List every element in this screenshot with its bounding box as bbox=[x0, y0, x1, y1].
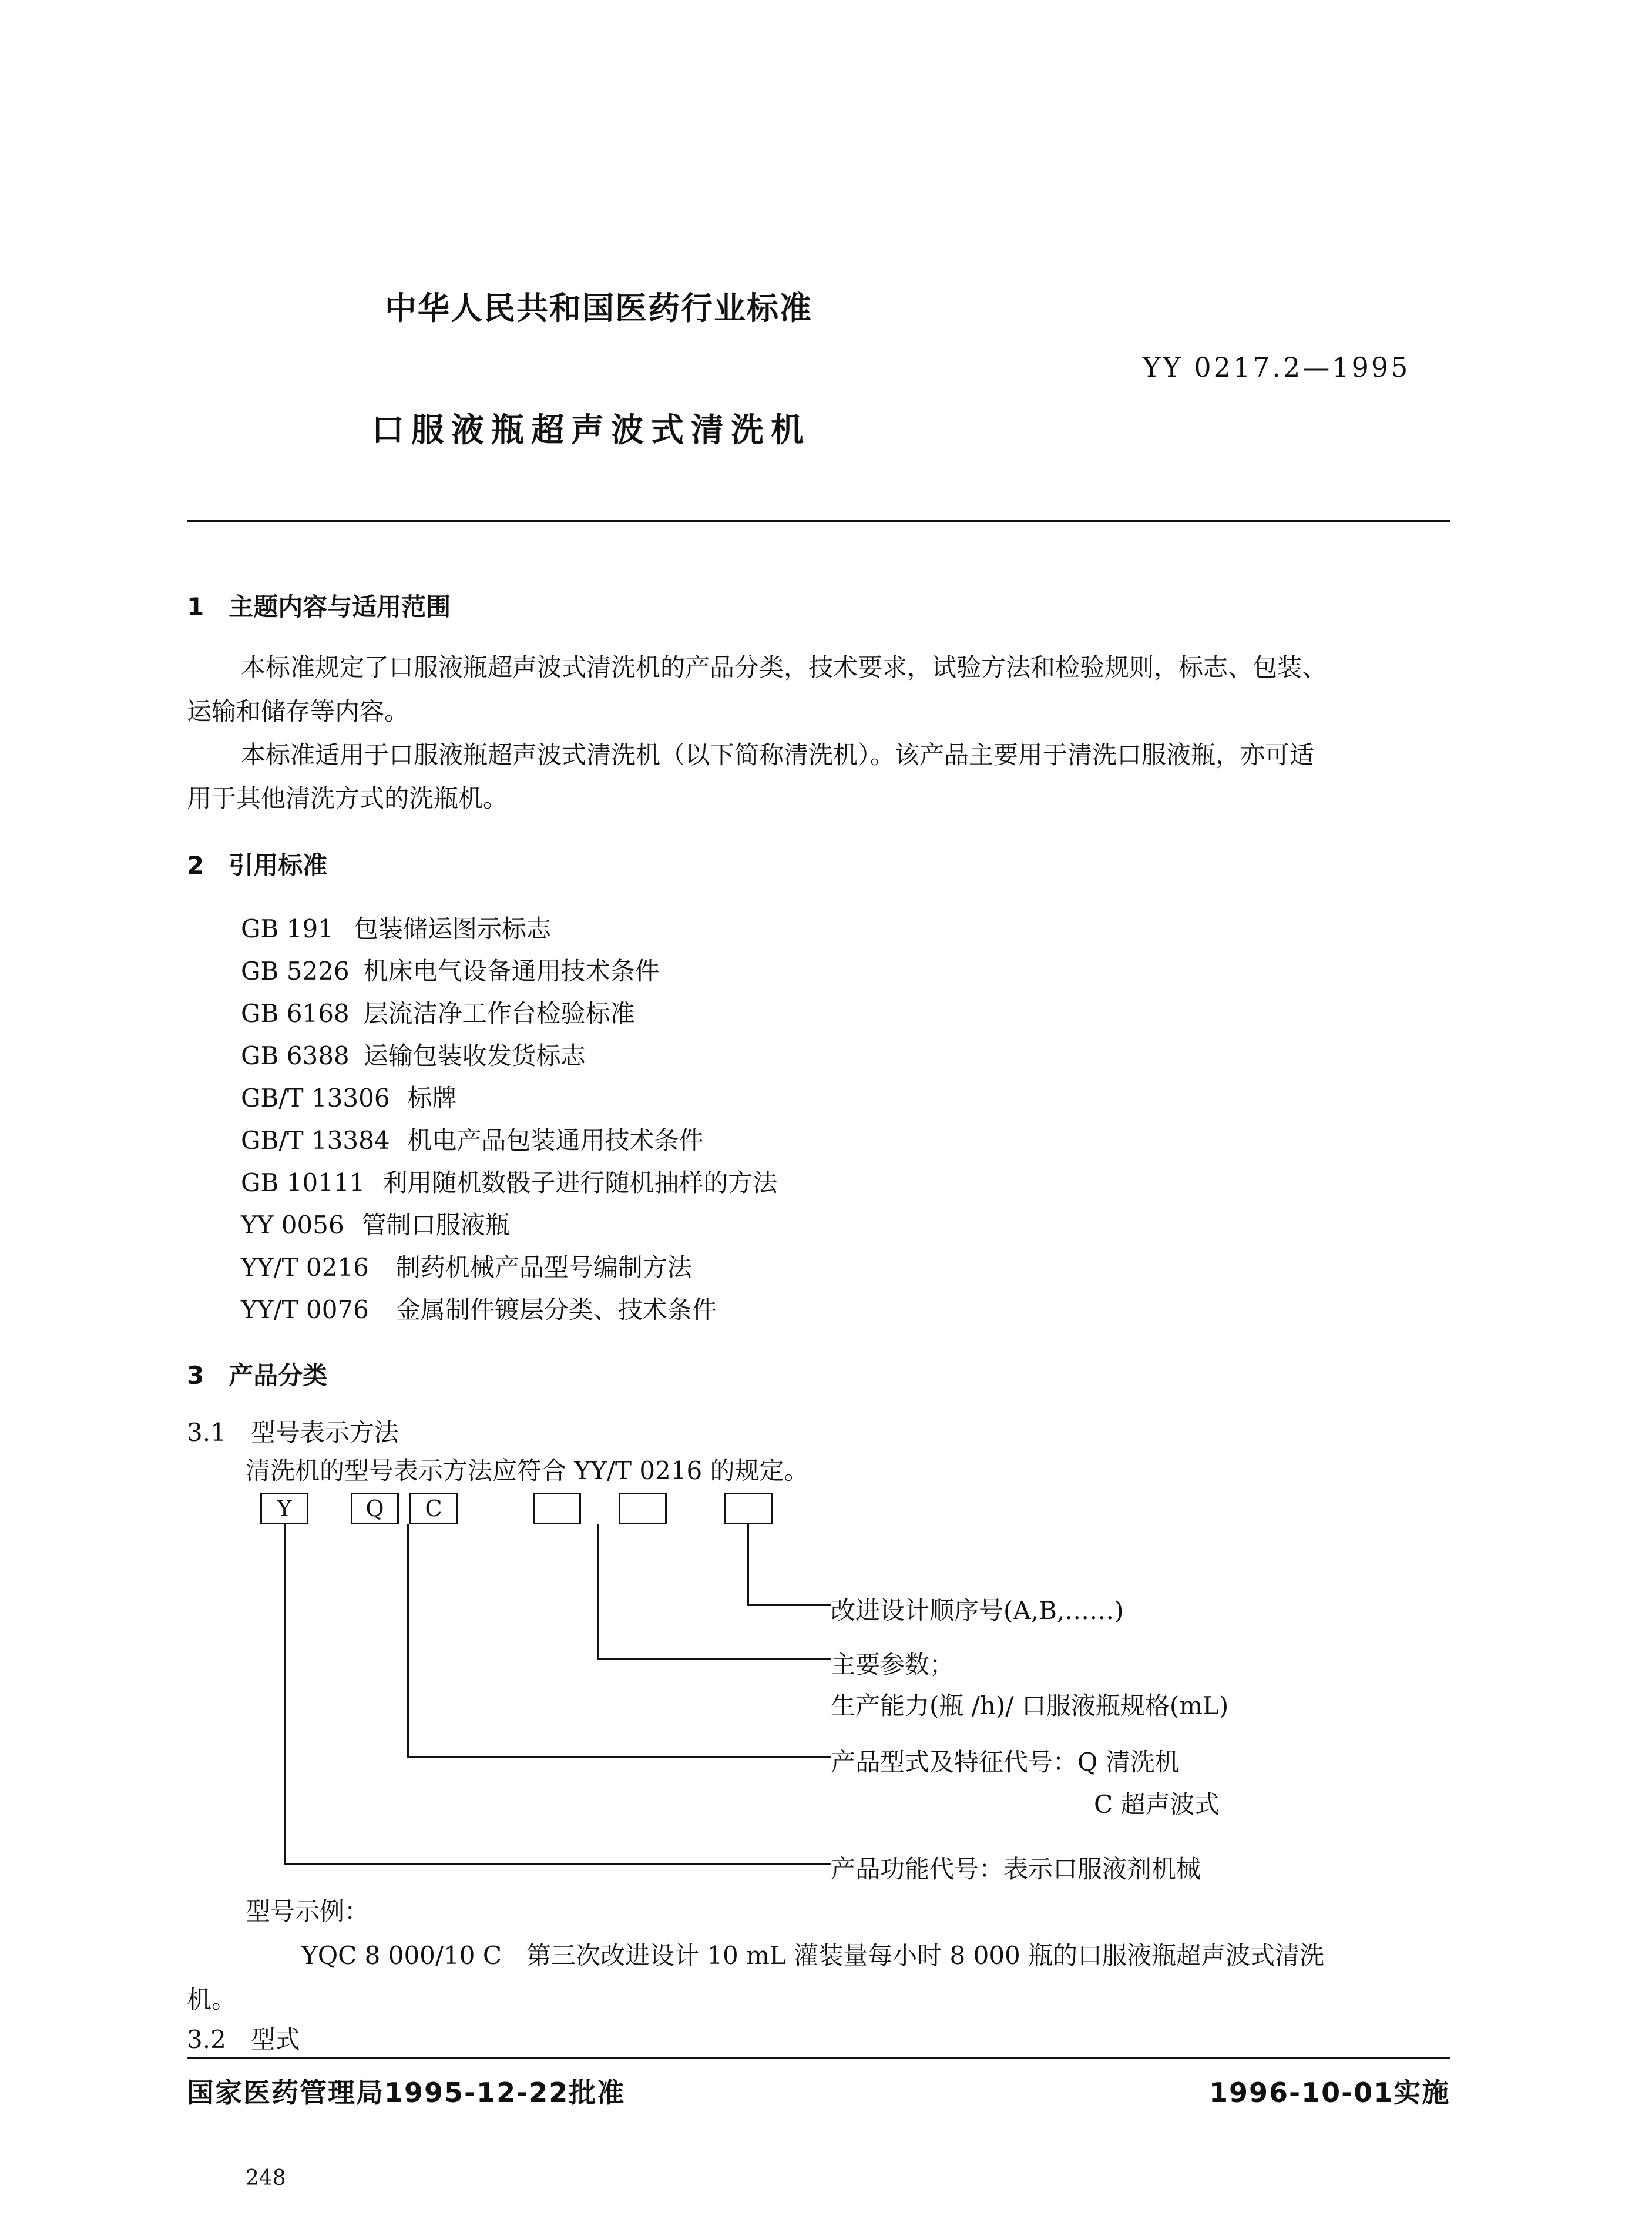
reference-code: GB 191 bbox=[241, 914, 334, 943]
label-function-code: 产品功能代号：表示口服液剂机械 bbox=[831, 1855, 1201, 1883]
section-1-para2-line2: 用于其他清洗方式的洗瓶机。 bbox=[187, 784, 508, 813]
reference-title: 标牌 bbox=[407, 1084, 457, 1112]
reference-title: 金属制件镀层分类、技术条件 bbox=[395, 1295, 717, 1324]
section-3-1-text: 清洗机的型号表示方法应符合 YY/T 0216 的规定。 bbox=[246, 1456, 809, 1485]
connector-function-h bbox=[284, 1863, 831, 1865]
page-number: 248 bbox=[246, 2166, 286, 2190]
label-capacity: 生产能力(瓶 /h)/ 口服液瓶规格(mL) bbox=[831, 1691, 1229, 1720]
code-box-param-2 bbox=[619, 1493, 667, 1524]
reference-item bbox=[241, 1206, 510, 1241]
reference-title: 层流洁净工作台检验标准 bbox=[363, 999, 635, 1028]
reference-item bbox=[241, 1037, 586, 1072]
reference-code: GB/T 13306 bbox=[241, 1084, 390, 1112]
reference-code: YY 0056 bbox=[241, 1211, 344, 1239]
label-main-param: 主要参数； bbox=[831, 1650, 955, 1679]
example-line1: YQC 8 000/10 C 第三次改进设计 10 mL 灌装量每小时 8 000 瓶的口服液瓶超声波式清洗 bbox=[301, 1941, 1325, 1970]
connector-param-v bbox=[597, 1524, 599, 1660]
section-1-para1-line2: 运输和储存等内容。 bbox=[187, 697, 409, 726]
reference-item bbox=[241, 1121, 704, 1156]
reference-code: GB 10111 bbox=[241, 1168, 365, 1197]
reference-item bbox=[241, 994, 635, 1030]
code-box-design-seq bbox=[724, 1493, 773, 1524]
reference-code: GB 5226 bbox=[241, 957, 350, 985]
connector-type-h bbox=[407, 1756, 831, 1758]
reference-title: 制药机械产品型号编制方法 bbox=[395, 1253, 692, 1282]
reference-item bbox=[241, 1290, 717, 1326]
code-box-q: Q bbox=[351, 1493, 399, 1524]
label-type-code-c: C 超声波式 bbox=[1094, 1790, 1220, 1819]
reference-item bbox=[241, 1164, 777, 1199]
footer-divider bbox=[187, 2057, 1450, 2059]
section-2-heading: 2 引用标准 bbox=[187, 851, 328, 880]
connector-param-h bbox=[597, 1658, 831, 1660]
org-title: 中华人民共和国医药行业标准 bbox=[385, 290, 812, 327]
reference-code: YY/T 0076 bbox=[241, 1295, 369, 1324]
reference-item bbox=[241, 1079, 457, 1114]
reference-code: YY/T 0216 bbox=[241, 1253, 369, 1282]
approval-text: 国家医药管理局1995-12-22批准 bbox=[187, 2077, 626, 2108]
reference-title: 包装储运图示标志 bbox=[353, 914, 551, 943]
code-box-param-1 bbox=[533, 1493, 581, 1524]
connector-design-seq-h bbox=[747, 1604, 831, 1606]
connector-function-v bbox=[284, 1524, 286, 1864]
section-3-2-heading: 3.2 型式 bbox=[187, 2025, 300, 2054]
reference-code: GB 6388 bbox=[241, 1041, 350, 1070]
example-label: 型号示例： bbox=[246, 1897, 370, 1926]
connector-design-seq-v bbox=[747, 1524, 749, 1605]
document-title: 口服液瓶超声波式清洗机 bbox=[371, 411, 811, 450]
reference-title: 利用随机数骰子进行随机抽样的方法 bbox=[382, 1168, 778, 1197]
section-3-heading: 3 产品分类 bbox=[187, 1361, 328, 1390]
label-type-code: 产品型式及特征代号：Q 清洗机 bbox=[831, 1748, 1180, 1776]
reference-item bbox=[241, 952, 660, 987]
reference-title: 机电产品包装通用技术条件 bbox=[407, 1126, 704, 1155]
reference-title: 运输包装收发货标志 bbox=[363, 1041, 586, 1070]
code-box-c: C bbox=[409, 1493, 458, 1524]
reference-title: 管制口服液瓶 bbox=[361, 1211, 510, 1239]
connector-type-v bbox=[407, 1524, 409, 1757]
section-1-heading: 1 主题内容与适用范围 bbox=[187, 592, 451, 621]
example-line2: 机。 bbox=[187, 1985, 237, 2014]
reference-title: 机床电气设备通用技术条件 bbox=[363, 957, 660, 985]
reference-code: GB 6168 bbox=[241, 999, 350, 1028]
section-1-para1-line1: 本标准规定了口服液瓶超声波式清洗机的产品分类，技术要求，试验方法和检验规则，标志、包装、 bbox=[241, 653, 1327, 682]
reference-item bbox=[241, 910, 551, 945]
header-divider bbox=[187, 520, 1450, 522]
reference-item bbox=[241, 1248, 692, 1283]
standard-number: YY 0217.2—1995 bbox=[1143, 351, 1411, 383]
section-1-para2-line1: 本标准适用于口服液瓶超声波式清洗机（以下简称清洗机）。该产品主要用于清洗口服液瓶，亦可适 bbox=[241, 740, 1315, 769]
label-design-seq: 改进设计顺序号(A,B,……) bbox=[831, 1596, 1124, 1625]
reference-code: GB/T 13384 bbox=[241, 1126, 390, 1155]
effective-date: 1996-10-01实施 bbox=[1209, 2077, 1450, 2108]
code-box-y: Y bbox=[260, 1493, 308, 1524]
section-3-1-heading: 3.1 型号表示方法 bbox=[187, 1418, 399, 1447]
